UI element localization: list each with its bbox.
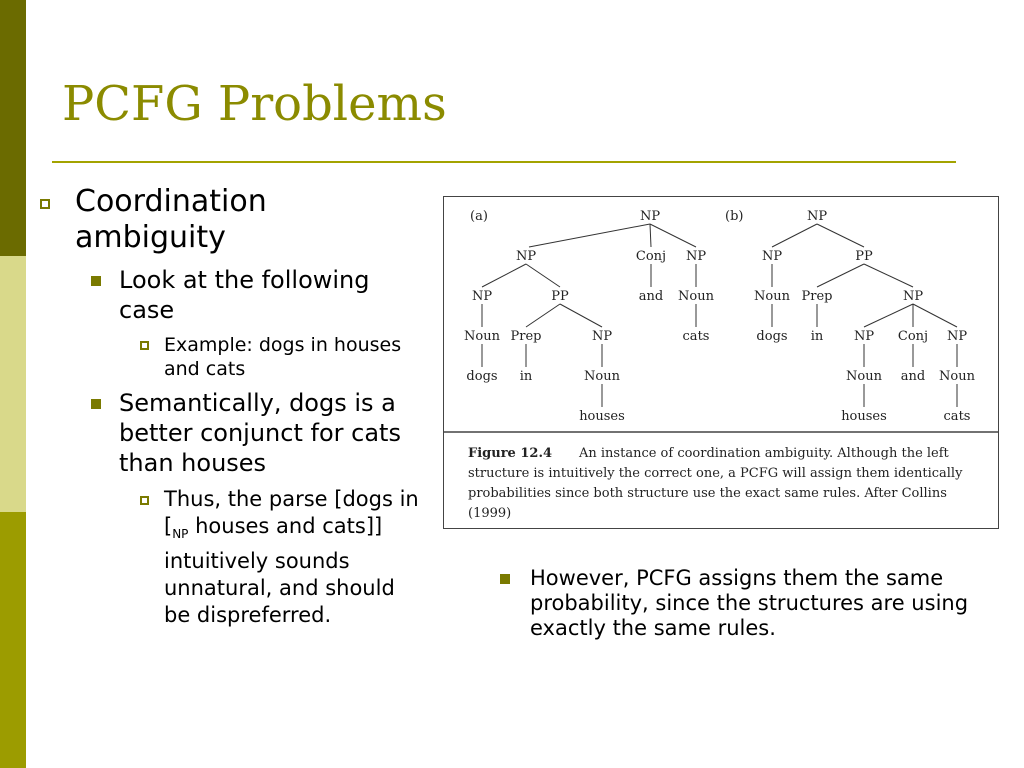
bullet-thus-parse: Thus, the parse [dogs in [$_{NP}$ houses and cats]] intuitively sounds unnatural, and should be dispreferred.: [164, 487, 419, 628]
tree-a-conj: Conj: [635, 249, 667, 264]
tree-a-conj-word: and: [638, 289, 664, 304]
tree-a-np-inner: NP: [471, 289, 493, 304]
tree-b-dogs: dogs: [756, 329, 788, 344]
label-b: (b): [725, 209, 744, 224]
tree-b-cats: cats: [943, 409, 971, 424]
bullet-coordination-ambiguity: Coordination ambiguity: [75, 184, 267, 255]
tree-b-pp: PP: [855, 249, 873, 264]
side-bar-top: [0, 0, 26, 256]
hollow-square-bullet-icon: [140, 341, 149, 350]
tree-b-noun-dogs-tag: Noun: [754, 289, 790, 304]
caption-line-1: An instance of coordination ambiguity. Although the left: [579, 446, 949, 461]
filled-square-bullet-icon: [91, 399, 101, 409]
tree-b-np-left: NP: [761, 249, 783, 264]
figure-12-4: [443, 196, 999, 529]
tree-a-noun-cats-tag: Noun: [678, 289, 714, 304]
filled-square-bullet-icon: [500, 574, 510, 584]
parse-trees-figure: [444, 197, 999, 529]
tree-b-np-cats: NP: [946, 329, 968, 344]
tree-a-np-root: NP: [639, 209, 661, 224]
tree-b-houses: houses: [841, 409, 887, 424]
tree-b-conj-word: and: [900, 369, 926, 384]
tree-b-in: in: [810, 329, 824, 344]
tree-a-noun-houses-tag: Noun: [584, 369, 620, 384]
tree-b-noun-cats-tag: Noun: [939, 369, 975, 384]
tree-a-noun-dogs-tag: Noun: [464, 329, 500, 344]
tree-b-np-coord: NP: [902, 289, 924, 304]
tree-a-np-right: NP: [685, 249, 707, 264]
caption-line-2: structure is intuitively the correct one, a PCFG will assign them identically: [468, 466, 963, 481]
tree-a-dogs: dogs: [466, 369, 498, 384]
tree-b-np-root: NP: [806, 209, 828, 224]
tree-b-conj: Conj: [897, 329, 929, 344]
tree-a-in: in: [519, 369, 533, 384]
slide-title: PCFG Problems: [62, 76, 447, 132]
tree-a-cats: cats: [682, 329, 710, 344]
title-divider: [52, 161, 956, 163]
tree-a-np-left: NP: [515, 249, 537, 264]
bullet-look-at-case: Look at the following case: [119, 266, 370, 324]
tree-a-houses: houses: [579, 409, 625, 424]
hollow-square-bullet-icon: [140, 496, 149, 505]
caption-line-4: (1999): [468, 506, 512, 521]
hollow-square-bullet-icon: [40, 199, 50, 209]
bullet-example: Example: dogs in houses and cats: [164, 334, 402, 380]
tree-a-np-houses: NP: [591, 329, 613, 344]
caption-line-3: probabilities since both structure use the exact same rules. After Collins: [468, 486, 947, 501]
caption-label: Figure 12.4: [468, 446, 553, 461]
filled-square-bullet-icon: [91, 276, 101, 286]
side-bar-middle: [0, 256, 26, 512]
bullet-semantically: Semantically, dogs is a better conjunct for cats than houses: [119, 389, 401, 477]
tree-a-prep: Prep: [510, 329, 542, 344]
tree-b-noun-houses-tag: Noun: [846, 369, 882, 384]
side-bar-bottom: [0, 512, 26, 768]
tree-a-pp: PP: [551, 289, 569, 304]
tree-b-np-houses: NP: [853, 329, 875, 344]
bullet-however: However, PCFG assigns them the same probability, since the structures are using exactly the same rules.: [530, 566, 969, 640]
tree-b-prep: Prep: [801, 289, 833, 304]
label-a: (a): [470, 209, 488, 224]
